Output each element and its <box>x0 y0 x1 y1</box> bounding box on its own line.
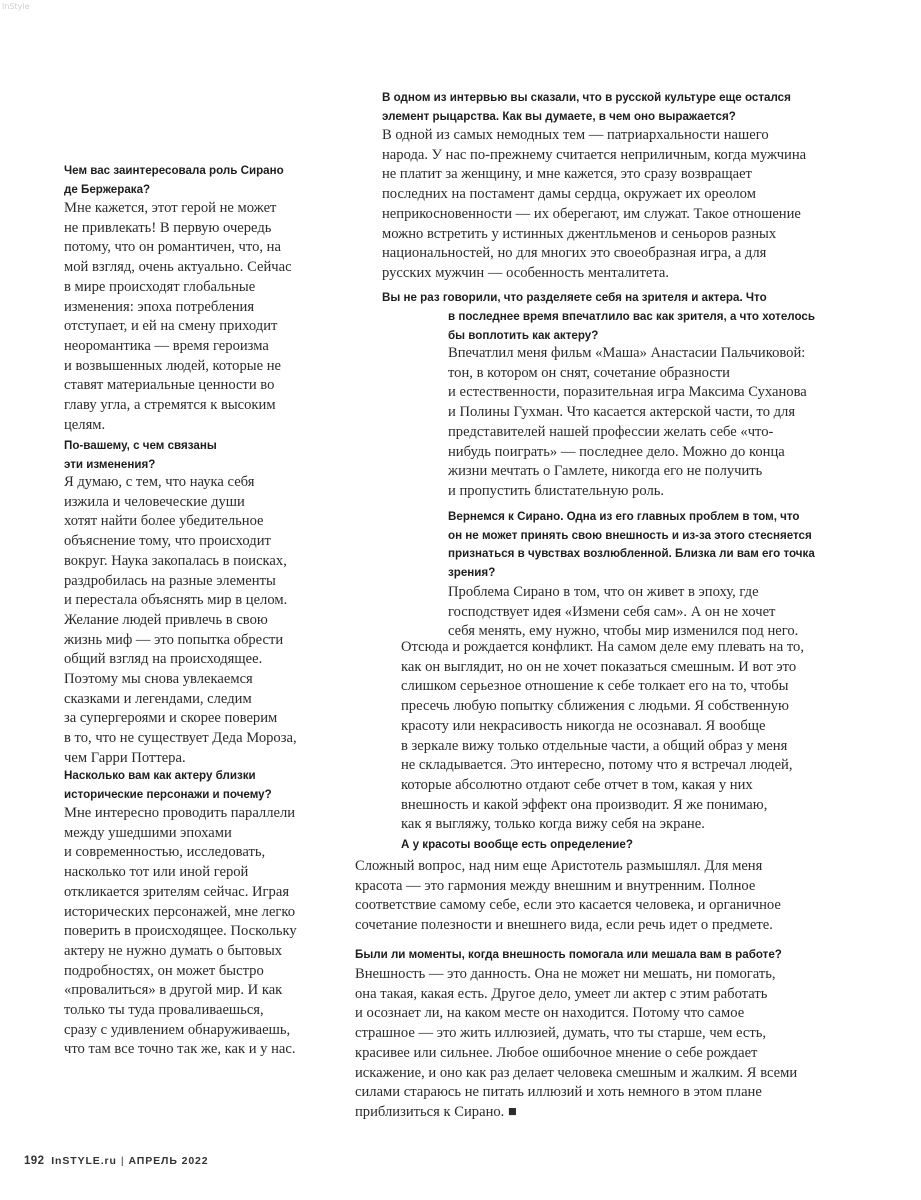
question-beauty-definition: А у красоты вообще есть определение? <box>401 838 633 851</box>
text-line: Отсюда и рождается конфликт. На самом деле ему плевать на то, <box>401 639 804 655</box>
issue-date: АПРЕЛЬ 2022 <box>128 1155 209 1167</box>
text-line: и осознает ли, на каком месте он находится. Потому что самое <box>355 1005 745 1022</box>
text-line: Сложный вопрос, над ним еще Аристотель размышлял. Для меня <box>355 858 763 874</box>
corner-watermark: InStyle <box>2 2 30 11</box>
text-line: в зеркале вижу только отдельные части, а общий образ у меня <box>401 737 788 754</box>
text-line: раздробилась на разные элементы <box>64 572 276 589</box>
text-line: ставят материальные ценности во <box>64 377 275 394</box>
text-line: «провалиться» в другой мир. И как <box>64 982 283 999</box>
text-line: и пропустить блистательную роль. <box>448 482 665 499</box>
text-line: не привлекать! В первую очередь <box>64 219 272 236</box>
text-line: неприкосновенности — их оберегают, им служат. Такое отношение <box>382 205 801 222</box>
text-line: красивее или сильнее. Любое ошибочное мнение о себе рождает <box>355 1044 758 1061</box>
text-line: общий взгляд на происходящее. <box>64 651 263 668</box>
text-line: неоромантика — время героизма <box>64 337 269 354</box>
text-line: искажение, и оно как раз делает человека смешным и жалким. Я всеми <box>355 1064 798 1081</box>
text-line: которые абсолютно отдают себе отчет в том, какая у них <box>401 776 753 793</box>
text-line: представителей нашей профессии желать себе «что- <box>448 423 774 440</box>
text-line: главу угла, а стремятся к высоким <box>64 397 276 414</box>
text-line: красоту или некрасивость никогда не осознавал. Я вообще <box>401 717 766 734</box>
text-line: подробностях, он может быстро <box>64 962 264 979</box>
text-line: силами стараюсь не питать иллюзий и хоть немного в этом плане <box>355 1084 762 1101</box>
text-line: за супергероями и скорее поверим <box>64 710 278 727</box>
text-line: и Полины Гухман. Что касается актерской части, то для <box>448 404 796 421</box>
text-line: себя менять, ему нужно, чтобы мир изменился под него. <box>448 623 799 640</box>
question-changes <box>64 437 217 474</box>
text-line: Внешность — это данность. Она не может ни мешать, ни помогать, <box>355 966 776 982</box>
text-line: не складывается. Это интересно, потому что я встречал людей, <box>401 757 793 774</box>
text-line: как я выгляжу, только когда вижу себя на экране. <box>401 816 705 833</box>
text-line: что там все точно так же, как и у нас. <box>64 1041 296 1058</box>
text-line: можно встретить у истинных джентльменов и сеньоров разных <box>382 225 777 242</box>
text-line: как он выглядит, но он не хочет показаться смешным. И вот это <box>401 658 797 675</box>
question-viewer-actor-line1: Вы не раз говорили, что разделяете себя на зрителя и актера. Что <box>382 291 767 304</box>
text-line: чем Гарри Поттера. <box>64 749 186 766</box>
text-line: сочетание полезности и внешнего вида, если речь идет о предмете. <box>355 917 773 934</box>
text-line: последних на постамент дамы сердца, окружает их ореолом <box>382 186 756 203</box>
text-line: национальностей, но для многих это своеобразная игра, а для <box>382 245 767 262</box>
text-line: она такая, какая есть. Другое дело, умеет ли актер с этим работать <box>355 985 768 1002</box>
page-footer <box>24 1155 209 1167</box>
answer-appearance-part2 <box>401 638 804 835</box>
text-line: отступает, и ей на смену приходит <box>64 318 278 335</box>
text-line: красота — это гармония между внешним и внутренним. Полное <box>355 877 756 894</box>
text-line: и возвышенных людей, которые не <box>64 357 281 374</box>
text-line: не платит за женщину, и мне кажется, это сразу возвращает <box>382 166 752 183</box>
text-line: русских мужчин — особенность менталитета. <box>382 264 670 281</box>
text-line: изменения: эпоха потребления <box>64 298 255 315</box>
text-line: слишком серьезное отношение к себе толкает его на то, чтобы <box>401 678 789 695</box>
text-line: приблизиться к Сирано. ■ <box>355 1103 517 1120</box>
footer-separator: | <box>120 1155 125 1167</box>
text-line: Мне интересно проводить параллели <box>64 805 296 821</box>
text-line: исторические персонажи и почему? <box>64 787 272 801</box>
text-line: в последнее время впечатлило вас как зрителя, а что хотелось <box>448 310 815 323</box>
text-line: объяснение тому, что происходит <box>64 533 271 550</box>
text-line: он не может принять свою внешность и из-за этого стесняется <box>448 528 812 542</box>
answer-appearance-at-work <box>355 965 797 1123</box>
text-line: признаться в чувствах возлюбленной. Близка ли вам его точка <box>448 547 815 560</box>
text-line: и перестала объяснять мир в целом. <box>64 592 288 609</box>
text-line: Вернемся к Сирано. Одна из его главных проблем в том, что <box>448 510 800 523</box>
text-line: народа. У нас по-прежнему считается неприличным, когда мужчина <box>382 146 807 163</box>
text-line: Я думаю, с тем, что наука себя <box>64 474 255 490</box>
question-appearance-at-work: Были ли моменты, когда внешность помогала или мешала вам в работе? <box>355 948 782 961</box>
text-line: в то, что не существует Деда Мороза, <box>64 730 297 747</box>
text-line: эти изменения? <box>64 457 156 471</box>
page-number: 192 <box>24 1155 45 1167</box>
text-line: Желание людей привлечь в свою <box>64 611 268 628</box>
text-line: зрения? <box>448 565 496 579</box>
text-line: Насколько вам как актеру близки <box>64 769 256 782</box>
text-line: насколько тот или иной герой <box>64 864 249 881</box>
question-chivalry <box>382 89 791 126</box>
text-line: де Бержерака? <box>64 182 151 196</box>
text-line: сказками и легендами, следим <box>64 690 252 707</box>
question-viewer-actor <box>448 308 815 345</box>
text-line: В одной из самых немодных тем — патриархальности нашего <box>382 127 769 143</box>
text-line: и современностью, исследовать, <box>64 844 266 861</box>
answer-changes <box>64 473 297 769</box>
text-line: изжила и человеческие души <box>64 493 245 510</box>
magazine-name: InSTYLE.ru <box>51 1155 117 1167</box>
text-line: тон, в котором он снят, сочетание образности <box>448 364 730 381</box>
answer-beauty-definition <box>355 857 781 936</box>
text-line: господствует идея «Измени себя сам». А он не хочет <box>448 603 776 620</box>
text-line: и естественности, поразительная игра Максима Суханова <box>448 384 807 401</box>
text-line: потому, что он романтичен, что, на <box>64 239 281 256</box>
text-line: Проблема Сирано в том, что он живет в эпоху, где <box>448 584 759 600</box>
text-line: внешность и какой эффект она производит. Я же понимаю, <box>401 796 768 813</box>
text-line: откликается зрителям сейчас. Играя <box>64 883 290 900</box>
answer-viewer-actor <box>448 344 807 502</box>
text-line: жизнь миф — это попытка обрести <box>64 631 284 648</box>
text-line: вокруг. Наука закопалась в поисках, <box>64 552 287 569</box>
question-role-cyrano <box>64 162 284 199</box>
question-historical-characters <box>64 767 272 804</box>
text-line: страшное — это жить иллюзией, думать, что ты старше, чем есть, <box>355 1025 767 1042</box>
text-line: хотят найти более убедительное <box>64 513 264 530</box>
text-line: пресечь любую попытку сближения с людьми. Я собственную <box>401 698 789 715</box>
text-line: бы воплотить как актеру? <box>448 328 599 342</box>
text-line: Мне кажется, этот герой не может <box>64 200 277 216</box>
question-appearance <box>448 508 815 582</box>
answer-role-cyrano <box>64 199 292 435</box>
answer-chivalry <box>382 126 806 284</box>
text-line: между ушедшими эпохами <box>64 824 232 841</box>
text-line: исторических персонажей, мне легко <box>64 903 296 920</box>
text-line: соответствие самому себе, если это касается человека, и органичное <box>355 897 781 914</box>
text-line: мой взгляд, очень актуально. Сейчас <box>64 259 292 276</box>
text-line: только ты туда проваливаешься, <box>64 1002 264 1019</box>
text-line: элемент рыцарства. Как вы думаете, в чем оно выражается? <box>382 109 736 123</box>
answer-appearance-part1 <box>448 583 798 642</box>
text-line: жизни мечтать о Гамлете, никогда его не получить <box>448 463 763 480</box>
text-line: Поэтому мы снова увлекаемся <box>64 671 253 688</box>
answer-historical-characters <box>64 804 297 1060</box>
text-line: В одном из интервью вы сказали, что в русской культуре еще остался <box>382 91 791 104</box>
text-line: нибудь поиграть» — последнее дело. Можно до конца <box>448 443 785 460</box>
text-line: актеру не нужно думать о бытовых <box>64 942 283 959</box>
text-line: целям. <box>64 416 106 433</box>
text-line: Впечатлил меня фильм «Маша» Анастасии Пальчиковой: <box>448 345 806 361</box>
text-line: в мире происходят глобальные <box>64 278 256 295</box>
text-line: поверить в происходящее. Поскольку <box>64 923 297 940</box>
text-line: сразу с удивлением обнаруживаешь, <box>64 1021 291 1038</box>
text-line: Чем вас заинтересовала роль Сирано <box>64 164 284 177</box>
text-line: По-вашему, с чем связаны <box>64 439 217 452</box>
